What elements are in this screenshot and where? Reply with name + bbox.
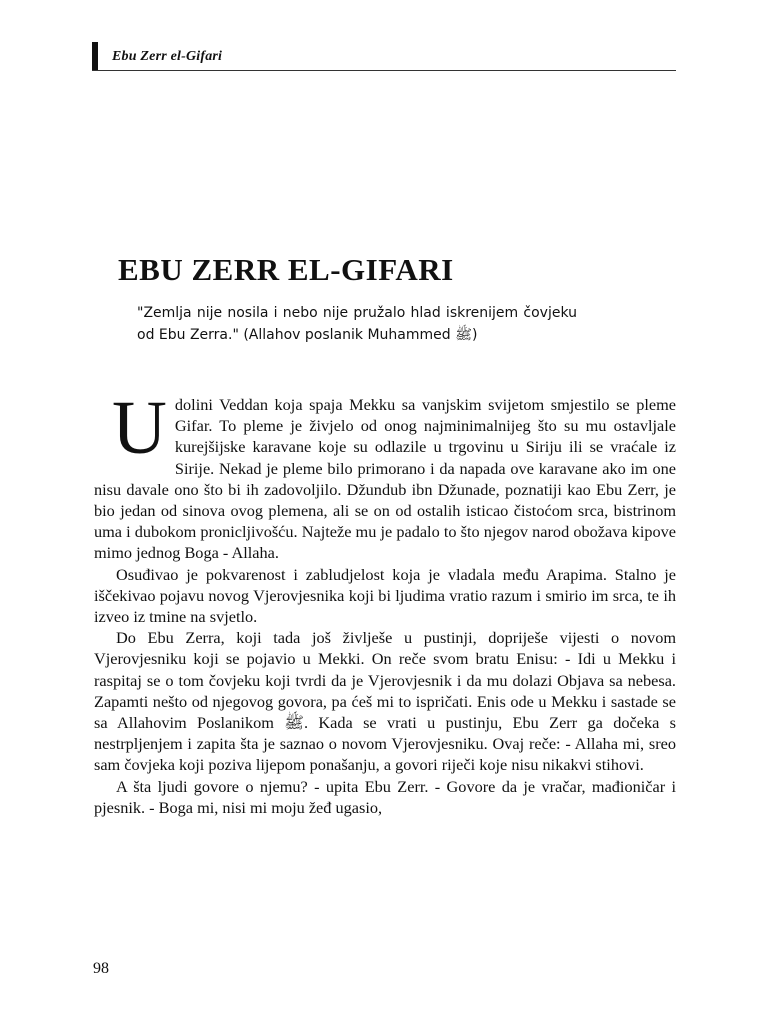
epigraph-quote: "Zemlja nije nosila i nebo nije pružalo hlad iskrenijem čovjeku od Ebu Zerra." (Allahov poslanik Muhammed ﷺ): [137, 305, 577, 343]
page-number: 98: [93, 960, 109, 977]
paragraph-4: A šta ljudi govore o njemu? - upita Ebu Zerr. - Govore da je vračar, mađioničar i pjesnik. - Boga mi, nisi mi moju žeđ ugasio,: [94, 776, 676, 817]
running-title: Ebu Zerr el-Gifari: [112, 49, 223, 64]
paragraph-3: Do Ebu Zerra, koji tada još življeše u pustinji, dopriješe vijesti o novom Vjerovjesniku koji se pojavio u Mekki. On reče svom bratu Enisu: - Idi u Mekku i raspitaj se o tom čovjeku koji tvrdi da je Vjerovjesnik i da mu dolazi Objava sa nebesa. Zapamti nešto od njegovog govora, pa ćeš mi to ispričati. Enis ode u Mekku i sastade se sa Allahovim Poslanikom ﷺ. Kada se vrati u pustinju, Ebu Zerr ga dočeka s nestrpljenjem i zapita šta je saznao o novom Vjerovjesniku. Ovaj reče: - Allaha mi, sreo sam čovjeka koji poziva lijepom ponašanju, a govori riječi koje nisu nikakvi stihovi.: [94, 628, 677, 775]
chapter-title: EBU ZERR EL-GIFARI: [118, 252, 454, 287]
drop-cap: U: [112, 386, 167, 470]
paragraph-1-text: dolini Veddan koja spaja Mekku sa vanjskim svijetom smjestilo se pleme Gifar. To pleme je živjelo od onog najminimalnijeg što su mu ostavljale kurejšijske karavane koje su odlazile u trgovinu u Siriju ili se vraćale iz Sirije. Nekad je pleme bilo primorano i da napada ove karavane ako im one nisu davale ono što bi ih zadovoljilo. Džundub ibn Džunade, poznatiji kao Ebu Zerr, je bio jedan od sinova ovog plemena, ali se on od ostalih isticao čistoćom srca, bistrinom uma i dubokom pronicljivošću. Najteže mu je padalo to što njegov narod obožava kipove mimo jednog Boga - Allaha.: [94, 395, 676, 563]
header-bar: [92, 42, 98, 70]
paragraph-1: [94, 386, 676, 564]
body-text: [94, 386, 677, 818]
running-head: [92, 40, 676, 71]
paragraph-2: Osuđivao je pokvarenost i zabludjelost koja je vladala među Arapima. Stalno je iščekivao pojavu novog Vjerovjesnika koji bi ljudima vratio razum i smirio im srca, te ih izveo iz tmine na svjetlo.: [94, 564, 676, 627]
